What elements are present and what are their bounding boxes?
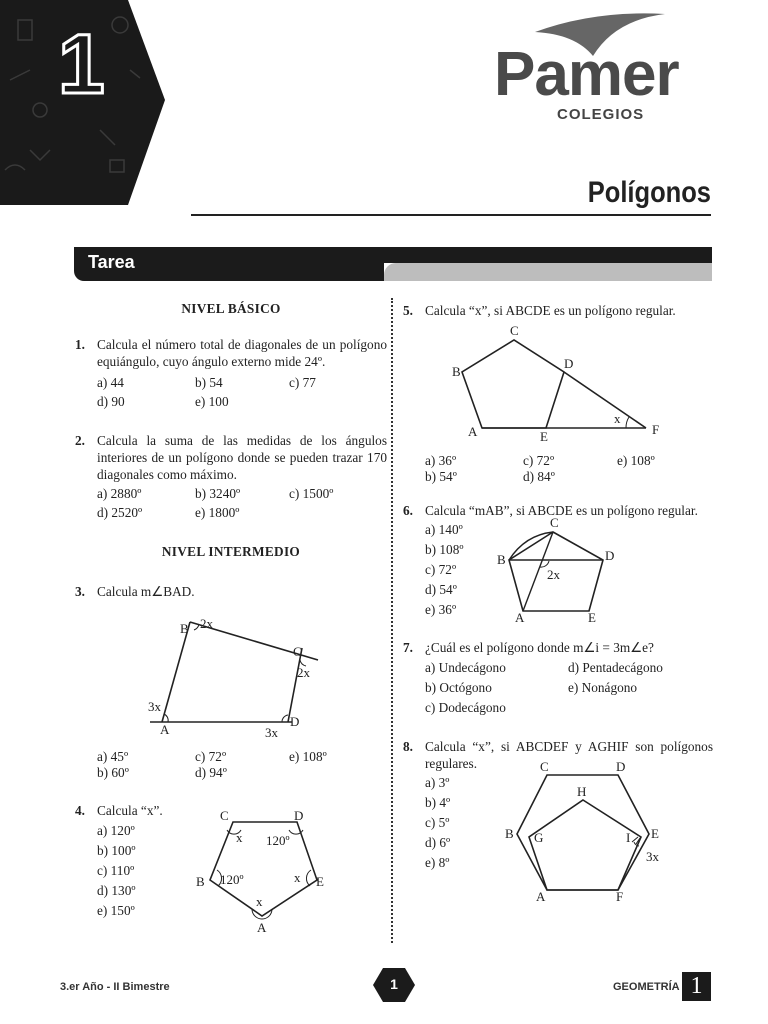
vertex-label: A — [160, 722, 170, 737]
vertex-label: H — [577, 784, 587, 799]
option: b) 108º — [425, 542, 464, 557]
option: d) 90 — [97, 394, 125, 409]
vertex-label: A — [515, 610, 525, 625]
option: c) 72º — [195, 749, 227, 764]
vertex-label: F — [652, 422, 660, 437]
option: a) 45º — [97, 749, 129, 764]
option: b) 3240º — [195, 486, 241, 501]
option: e) 36º — [425, 602, 457, 617]
option: a) Undecágono — [425, 660, 506, 675]
unit-number: 1 — [58, 17, 105, 111]
question-text: Calcula m∠BAD. — [97, 584, 195, 599]
question-text: Calcula “x”, si ABCDEF y AGHIF son polígonos regulares. — [425, 739, 713, 771]
question-text: Calcula “x”. — [97, 803, 163, 818]
vertex-label: E — [651, 826, 659, 841]
footer-unit-number: 1 — [682, 972, 711, 1001]
question-number: 5. — [403, 303, 413, 318]
option: e) 108º — [289, 749, 327, 764]
question-text: Calcula “x”, si ABCDE es un polígono regular. — [425, 303, 676, 318]
vertex-label: C — [510, 323, 519, 338]
page-title: Polígonos — [587, 176, 711, 209]
section-bar-grey — [384, 263, 712, 281]
vertex-label: B — [505, 826, 514, 841]
option: d) Pentadecágono — [568, 660, 663, 675]
vertex-label: E — [316, 874, 324, 889]
angle-label: x — [256, 894, 263, 909]
angle-label: 3x — [646, 849, 659, 864]
option: a) 2880º — [97, 486, 142, 501]
option: c) Dodecágono — [425, 700, 506, 715]
option: b) 54º — [425, 469, 457, 484]
option: d) 130º — [97, 883, 136, 898]
vertex-label: A — [536, 889, 546, 904]
level-heading-basic: NIVEL BÁSICO — [181, 301, 281, 316]
option: e) 150º — [97, 903, 135, 918]
option: c) 110º — [97, 863, 135, 878]
angle-label: x — [614, 411, 621, 426]
section-label: Tarea — [88, 252, 135, 272]
question-number: 2. — [75, 433, 85, 448]
vertex-label: B — [452, 364, 461, 379]
vertex-label: D — [564, 356, 574, 371]
option: a) 3º — [425, 775, 450, 790]
vertex-label: D — [290, 714, 300, 729]
question-number: 1. — [75, 337, 85, 352]
option: a) 36º — [425, 453, 457, 468]
footer-subject: GEOMETRÍA — [613, 981, 680, 993]
option: c) 1500º — [289, 486, 334, 501]
vertex-label: A — [257, 920, 267, 935]
option: b) 54 — [195, 375, 223, 390]
vertex-label: G — [534, 830, 544, 845]
pentagon-figure — [190, 808, 340, 936]
vertex-label: C — [540, 759, 549, 774]
pentagon-extension-figure — [450, 320, 670, 445]
question-text: Calcula “mAB”, si ABCDE es un polígono regular. — [425, 503, 698, 518]
option: e) 1800º — [195, 505, 240, 520]
question-number: 8. — [403, 739, 413, 754]
question-text: Calcula el número total de diagonales de un polígono equiángulo, cuyo ángulo externo mide 24º. — [97, 337, 387, 369]
column-divider — [391, 298, 393, 943]
vertex-label: A — [468, 424, 478, 439]
question-number: 3. — [75, 584, 85, 599]
option: c) 77 — [289, 375, 316, 390]
vertex-label: E — [540, 429, 548, 444]
question-text: ¿Cuál es el polígono donde m∠i = 3m∠e? — [425, 640, 654, 655]
option: b) 100º — [97, 843, 136, 858]
hexagon-pentagon-figure — [500, 758, 675, 908]
vertex-label: C — [293, 644, 302, 659]
vertex-label: B — [196, 874, 205, 889]
vertex-label: C — [550, 515, 559, 530]
vertex-label: B — [497, 552, 506, 567]
angle-label: 120º — [220, 872, 244, 887]
option: b) Octógono — [425, 680, 492, 695]
vertex-label: D — [605, 548, 615, 563]
question-text: Calcula la suma de las medidas de los ángulos interiores de un polígono donde se pueden trazar 170 diagonales como máximo. — [97, 433, 387, 482]
option: e) 8º — [425, 855, 450, 870]
option: e) 100 — [195, 394, 229, 409]
angle-label: 3x — [265, 725, 278, 740]
question-number: 4. — [75, 803, 85, 818]
vertex-label: C — [220, 808, 229, 823]
angle-label: x — [294, 870, 301, 885]
logo-wordmark: Pamer — [494, 40, 679, 109]
quadrilateral-figure — [140, 610, 330, 745]
vertex-label: F — [616, 889, 624, 904]
section-bar — [74, 247, 712, 281]
pentagon-diagonals-figure — [495, 515, 625, 627]
vertex-label: I — [626, 830, 631, 845]
option: e) 108º — [617, 453, 655, 468]
option: c) 5º — [425, 815, 450, 830]
option: d) 84º — [523, 469, 555, 484]
option: b) 4º — [425, 795, 451, 810]
angle-label: x — [236, 830, 243, 845]
option: a) 44 — [97, 375, 124, 390]
page-number: 1 — [390, 976, 398, 992]
option: c) 72º — [523, 453, 555, 468]
angle-label: 3x — [148, 699, 161, 714]
question-number: 6. — [403, 503, 413, 518]
option: a) 120º — [97, 823, 135, 838]
option: d) 54º — [425, 582, 457, 597]
question-number: 7. — [403, 640, 413, 655]
option: b) 60º — [97, 765, 129, 780]
angle-label: 120º — [266, 833, 290, 848]
option: d) 2520º — [97, 505, 143, 520]
logo-subtitle: COLEGIOS — [557, 106, 645, 123]
angle-label: 2x — [200, 616, 213, 631]
vertex-label: D — [294, 808, 304, 823]
option: c) 72º — [425, 562, 457, 577]
angle-label: 2x — [297, 665, 310, 680]
option: e) Nonágono — [568, 680, 638, 695]
title-rule — [191, 214, 711, 216]
option: a) 140º — [425, 522, 463, 537]
footer-grade: 3.er Año - II Bimestre — [60, 981, 170, 993]
vertex-label: E — [588, 610, 596, 625]
vertex-label: B — [180, 621, 189, 636]
level-heading-intermediate: NIVEL INTERMEDIO — [161, 544, 301, 559]
vertex-label: D — [616, 759, 626, 774]
option: d) 94º — [195, 765, 227, 780]
option: d) 6º — [425, 835, 451, 850]
angle-label: 2x — [547, 567, 560, 582]
